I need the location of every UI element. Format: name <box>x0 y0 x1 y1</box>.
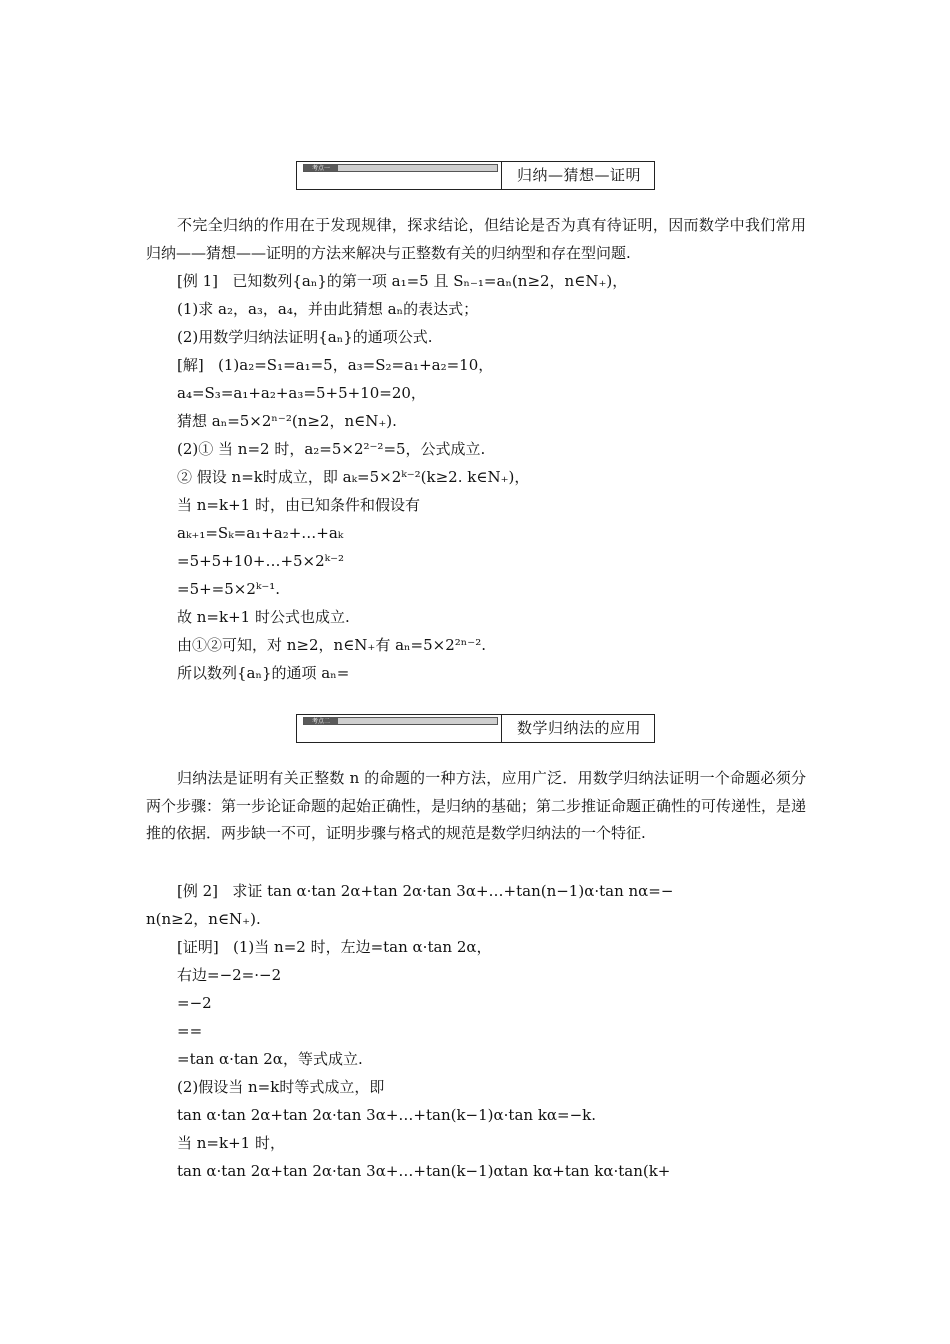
solution-line-4: (2)① 当 n=2 时，a₂=5×2²⁻²=5，公式成立. <box>177 440 486 458</box>
section-title: 归纳—猜想—证明 <box>516 166 641 184</box>
solution-line-9: =5+=5×2ᵏ⁻¹. <box>177 580 281 598</box>
solution-line-1 <box>177 355 493 375</box>
proof-line-8: 当 n=k+1 时， <box>177 1134 285 1152</box>
proof-text: (1)当 n=2 时，左边=tan α·tan 2α， <box>233 938 492 956</box>
intro-paragraph-2: 归纳法是证明有关正整数 n 的命题的一种方法，应用广泛．用数学归纳法证明一个命题必须分两个步骤：第一步论证命题的起始正确性，是归纳的基础；第二步推证命题正确性的可传递性，是递推的依据．两步缺一不可，证明步骤与格式的规范是数学归纳法的一个特征. <box>146 769 807 842</box>
proof-line-2: 右边=−2=·−2 <box>177 966 282 984</box>
proof-line-4: == <box>177 1022 203 1040</box>
example-1-question-2: (2)用数学归纳法证明{aₙ}的通项公式. <box>177 328 433 346</box>
section-tag: 考点一 <box>304 165 338 171</box>
proof-line-3: =−2 <box>177 994 212 1012</box>
solution-line-8: =5+5+10+…+5×2ᵏ⁻² <box>177 552 345 570</box>
section-header-left <box>297 715 502 742</box>
solution-label: [解] <box>177 356 204 374</box>
section-title: 数学归纳法的应用 <box>516 719 641 737</box>
intro-paragraph-1: 不完全归纳的作用在于发现规律，探求结论，但结论是否为真有待证明，因而数学中我们常用归纳——猜想——证明的方法来解决与正整数有关的归纳型和存在型问题. <box>146 216 806 262</box>
section-header-1 <box>296 161 655 190</box>
example-text: 求证 tan α·tan 2α+tan 2α·tan 3α+…+tan(n−1)α·tan nα=− <box>232 882 674 900</box>
section-tag-bar <box>303 164 498 172</box>
proof-label: [证明] <box>177 938 219 956</box>
section-tag-bar <box>303 717 498 725</box>
solution-line-12: 所以数列{aₙ}的通项 aₙ= <box>177 664 350 682</box>
solution-line-11: 由①②可知，对 n≥2，n∈N₊有 aₙ=5×2²ⁿ⁻². <box>177 636 486 654</box>
section-header-left <box>297 162 502 189</box>
proof-line-9: tan α·tan 2α+tan 2α·tan 3α+…+tan(k−1)αtan kα+tan kα·tan(k+ <box>177 1162 671 1180</box>
solution-line-5: ② 假设 n=k时成立，即 aₖ=5×2ᵏ⁻²(k≥2. k∈N₊)， <box>177 468 530 486</box>
example-text: 已知数列{aₙ}的第一项 a₁=5 且 Sₙ₋₁=aₙ(n≥2，n∈N₊)， <box>232 272 628 290</box>
example-label: [例 2] <box>177 882 219 900</box>
example-1-question-1: (1)求 a₂，a₃，a₄，并由此猜想 aₙ的表达式； <box>177 300 479 318</box>
solution-line-6: 当 n=k+1 时，由已知条件和假设有 <box>177 496 420 514</box>
example-2-statement-a <box>177 881 673 901</box>
proof-line-1 <box>177 937 492 957</box>
proof-line-6: (2)假设当 n=k时等式成立，即 <box>177 1078 385 1096</box>
example-1-statement <box>177 271 627 291</box>
section-header-2 <box>296 714 655 743</box>
solution-line-2: a₄=S₃=a₁+a₂+a₃=5+5+10=20， <box>177 384 426 402</box>
example-label: [例 1] <box>177 272 219 290</box>
solution-line-10: 故 n=k+1 时公式也成立. <box>177 608 350 626</box>
section-tag: 考点二 <box>304 718 338 724</box>
solution-line-7: aₖ₊₁=Sₖ=a₁+a₂+…+aₖ <box>177 524 344 542</box>
proof-line-7: tan α·tan 2α+tan 2α·tan 3α+…+tan(k−1)α·tan kα=−k. <box>177 1106 597 1124</box>
example-2-statement-b: n(n≥2，n∈N₊). <box>146 910 261 928</box>
solution-text: (1)a₂=S₁=a₁=5，a₃=S₂=a₁+a₂=10， <box>218 356 494 374</box>
proof-line-5: =tan α·tan 2α，等式成立. <box>177 1050 363 1068</box>
solution-line-3: 猜想 aₙ=5×2ⁿ⁻²(n≥2，n∈N₊). <box>177 412 397 430</box>
